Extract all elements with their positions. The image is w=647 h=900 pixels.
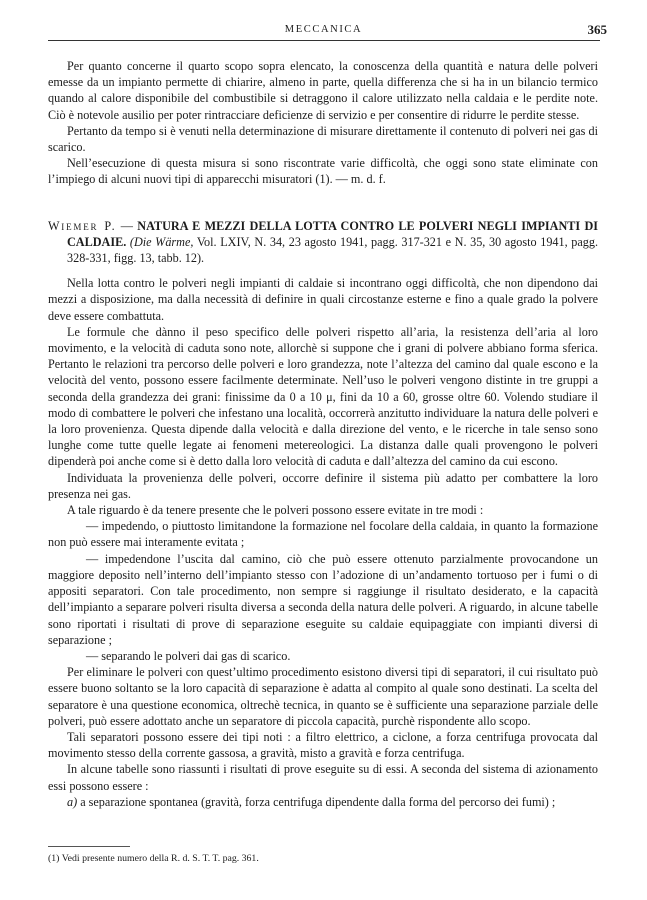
header-rule xyxy=(48,40,600,41)
paragraph: Tali separatori possono essere dei tipi noti : a filtro elettrico, a ciclone, a forza centrifuga provocata dal movimento stesso della corrente gassosa, a gravità, misto a gravità e forza centrifuga. xyxy=(48,729,598,761)
list-item: — separando le polveri dai gas di scarico. xyxy=(86,648,291,663)
body-text xyxy=(48,58,598,810)
paragraph: In alcune tabelle sono riassunti i risultati di prove eseguite su di essi. A seconda del sistema di azionamento essi possono essere : xyxy=(48,762,598,793)
paragraph: Per eliminare le polveri con quest’ultimo procedimento esistono diversi tipi di separatori, il cui risultato può essere buono soltanto se la loro capacità di separazione è adatta al compito al quale sono destinati. La scelta del separatore è una questione economica, oltrechè tecnica, in quanto se è sufficiente una separazione parziale delle polveri, può essere adottato anche un separatore di piccola capacità, purchè rispondente allo scopo. xyxy=(48,665,598,728)
paragraph: Nella lotta contro le polveri negli impianti di caldaie si incontrano oggi difficoltà, che non dipendono dai mezzi a disposizione, ma dalla necessità di definire in quali circostanze esterne e fino a quale grado la polvere deve essere combattuta. xyxy=(48,276,598,323)
paragraph: Per quanto concerne il quarto scopo sopra elencato, la conoscenza della quantità e natura delle polveri emesse da un impianto permette di chiarire, almeno in parte, quella differenza che si ha in un bilancio termico quando al calore disponibile del combustibile si detraggono il calore utilizzato nella caldaia e le perdite note. Ciò è notevole ausilio per poter rintracciare deficienze di servizio e per consentire di ridurre le perdite stesse. xyxy=(48,59,598,122)
list-label: a) xyxy=(67,794,78,809)
footnote-rule xyxy=(48,846,130,847)
article-journal: (Die Wärme, xyxy=(129,234,194,249)
running-header-title: MECCANICA xyxy=(284,24,363,35)
paragraph: Le formule che dànno il peso specifico delle polveri rispetto all’aria, la resistenza dell’aria al loro movimento, e la velocità di caduta sono note, allorchè si suppone che i grani di polvere abbiano forma sferica. Pertanto le relazioni tra percorso delle polveri e loro grandezza, note l’altezza del camino dal quale escono e la velocità del vento, possono essere facilmente determinate. Nell’uso le polveri vengono distinte in tre gruppi a seconda della grandezza dei grani: finissime da 0 a 10 μ, fini da 10 a 60, grosse oltre 60. Volendo studiare il modo di combattere le polveri che infestano una località, occorrerà anzitutto individuare la natura delle polveri e la loro provenienza. Questa dipende dalla velocità e dalla direzione del vento, e le ricerche in tale senso sono lunghe come tutte quelle legate ai fenomeni metereologici. La distanza dalle quali provengono le polveri dipenderà poi anche come si è detto dalla loro velocità di caduta e dall’altezza del camino da cui escono. xyxy=(48,324,598,469)
list-item: — impedendo, o piuttosto limitandone la formazione nel focolare della caldaia, in quanto la formazione non può essere mai interamente evitata ; xyxy=(48,519,598,550)
paragraph: Nell’esecuzione di questa misura si sono riscontrate varie difficoltà, che oggi sono state eliminate con l’impiego di alcuni nuovi tipi di apparecchi misuratori (1). — m. d. f. xyxy=(48,156,598,187)
article-title: NATURA E MEZZI DELLA LOTTA CONTRO LE POLVERI NEGLI IMPIANTI DI CALDAIE. xyxy=(67,218,598,249)
article-citation: Vol. LXIV, N. 34, 23 agosto 1941, pagg. 317-321 e N. 35, 30 agosto 1941, pagg. 328-331, figg. 13, tabb. 12). xyxy=(67,234,599,266)
list-item xyxy=(48,794,598,810)
list-item: — impedendone l’uscita dal camino, ciò che può essere ottenuto parzialmente provocandone un maggiore deposito nell’interno dell’impianto stesso con l’adozione di un’andamento tortuoso per i fumi o di appositi separatori. Con tale procedimento, non sempre si raggiunge il risultato desiderato, e la capacità dell’impianto a separare polveri risulta diversa a seconda della natura delle polveri. A riguardo, in alcune tabelle sono riportati i risultati di prove di separazione eseguite su caldaie equipaggiate con impianti diversi di separazione ; xyxy=(48,551,598,647)
article-dash: — xyxy=(120,218,133,233)
footnote: (1) Vedi presente numero della R. d. S. T. T. pag. 361. xyxy=(48,853,259,864)
article-author: Wiemer P. xyxy=(48,218,117,233)
list-text: a separazione spontanea (gravità, forza centrifuga dipendente dalla forma del percorso dei fumi) ; xyxy=(80,794,556,809)
paragraph: Pertanto da tempo si è venuti nella determinazione di misurare direttamente il contenuto di polveri nei gas di scarico. xyxy=(48,123,598,155)
page-number: 365 xyxy=(587,22,607,37)
article-heading xyxy=(48,218,598,267)
paragraph: Individuata la provenienza delle polveri, occorre definire il sistema più adatto per combattere la loro presenza nei gas. xyxy=(48,470,598,501)
paragraph: A tale riguardo è da tenere presente che le polveri possono essere evitate in tre modi : xyxy=(67,503,484,518)
